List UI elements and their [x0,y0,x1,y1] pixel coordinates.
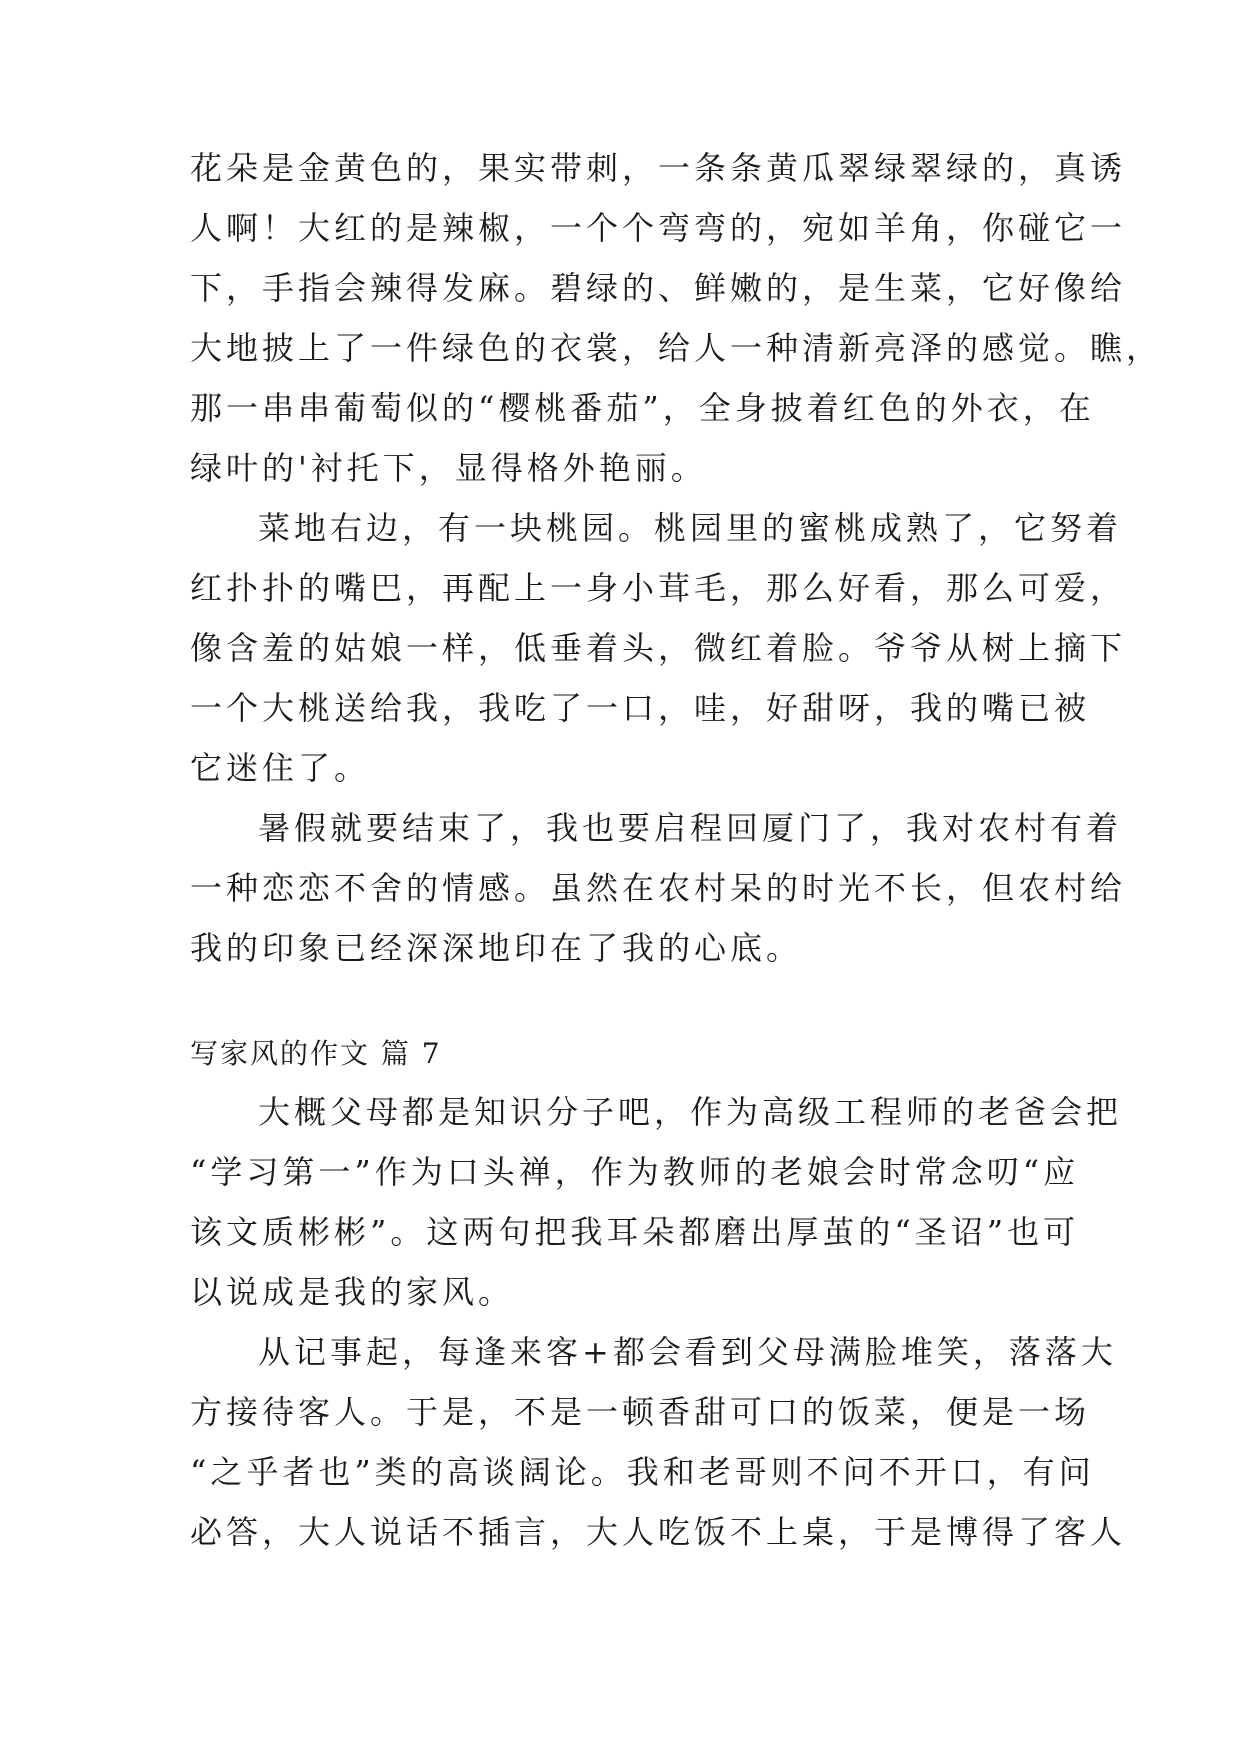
paragraph-4-line-2: “学习第一”作为口头禅，作为教师的老娘会时常念叨“应 [190,1153,1080,1191]
paragraph-5-line-4: 必答，大人说话不插言，大人吃饭不上桌，于是博得了客人 [190,1513,1127,1551]
paragraph-5-line-2: 方接待客人。于是，不是一顿香甜可口的饭菜，便是一场 [190,1393,1091,1431]
paragraph-1-line-3: 下，手指会辣得发麻。碧绿的、鲜嫩的，是生菜，它好像给 [190,269,1127,307]
section-heading: 写家风的作文 篇 7 [190,1037,442,1070]
paragraph-1-line-4: 大地披上了一件绿色的衣裳，给人一种清新亮泽的感觉。瞧， [190,329,1163,367]
paragraph-2-line-2: 红扑扑的嘴巴，再配上一身小茸毛，那么好看，那么可爱， [190,569,1127,607]
paragraph-1-line-1: 花朵是金黄色的，果实带刺，一条条黄瓜翠绿翠绿的，真诱 [190,149,1127,187]
paragraph-3-line-2: 一种恋恋不舍的情感。虽然在农村呆的时光不长，但农村给 [190,869,1127,907]
paragraph-4-line-3: 该文质彬彬”。这两句把我耳朵都磨出厚茧的“圣诏”也可 [190,1213,1080,1251]
paragraph-5-line-1: 从记事起，每逢来客+都会看到父母满脸堆笑，落落大 [258,1333,1117,1371]
paragraph-1-line-2: 人啊！大红的是辣椒，一个个弯弯的，宛如羊角，你碰它一 [190,209,1127,247]
paragraph-4-line-1: 大概父母都是知识分子吧，作为高级工程师的老爸会把 [258,1093,1123,1131]
paragraph-4-line-4: 以说成是我的家风。 [190,1273,515,1311]
paragraph-1-line-6: 绿叶的'衬托下，显得格外艳丽。 [190,449,707,487]
paragraph-3-line-1: 暑假就要结束了，我也要启程回厦门了，我对农村有着 [258,809,1123,847]
paragraph-2-line-3: 像含羞的姑娘一样，低垂着头，微红着脸。爷爷从树上摘下 [190,629,1127,667]
paragraph-2-line-4: 一个大桃送给我，我吃了一口，哇，好甜呀，我的嘴已被 [190,689,1091,727]
paragraph-3-line-3: 我的印象已经深深地印在了我的心底。 [190,929,803,967]
paragraph-2-line-5: 它迷住了。 [190,749,371,787]
paragraph-5-line-3: “之乎者也”类的高谈阔论。我和老哥则不问不开口，有问 [190,1453,1095,1491]
paragraph-1-line-5: 那一串串葡萄似的“樱桃番茄”，全身披着红色的外衣，在 [190,389,1095,427]
paragraph-2-line-1: 菜地右边，有一块桃园。桃园里的蜜桃成熟了，它努着 [258,509,1123,547]
